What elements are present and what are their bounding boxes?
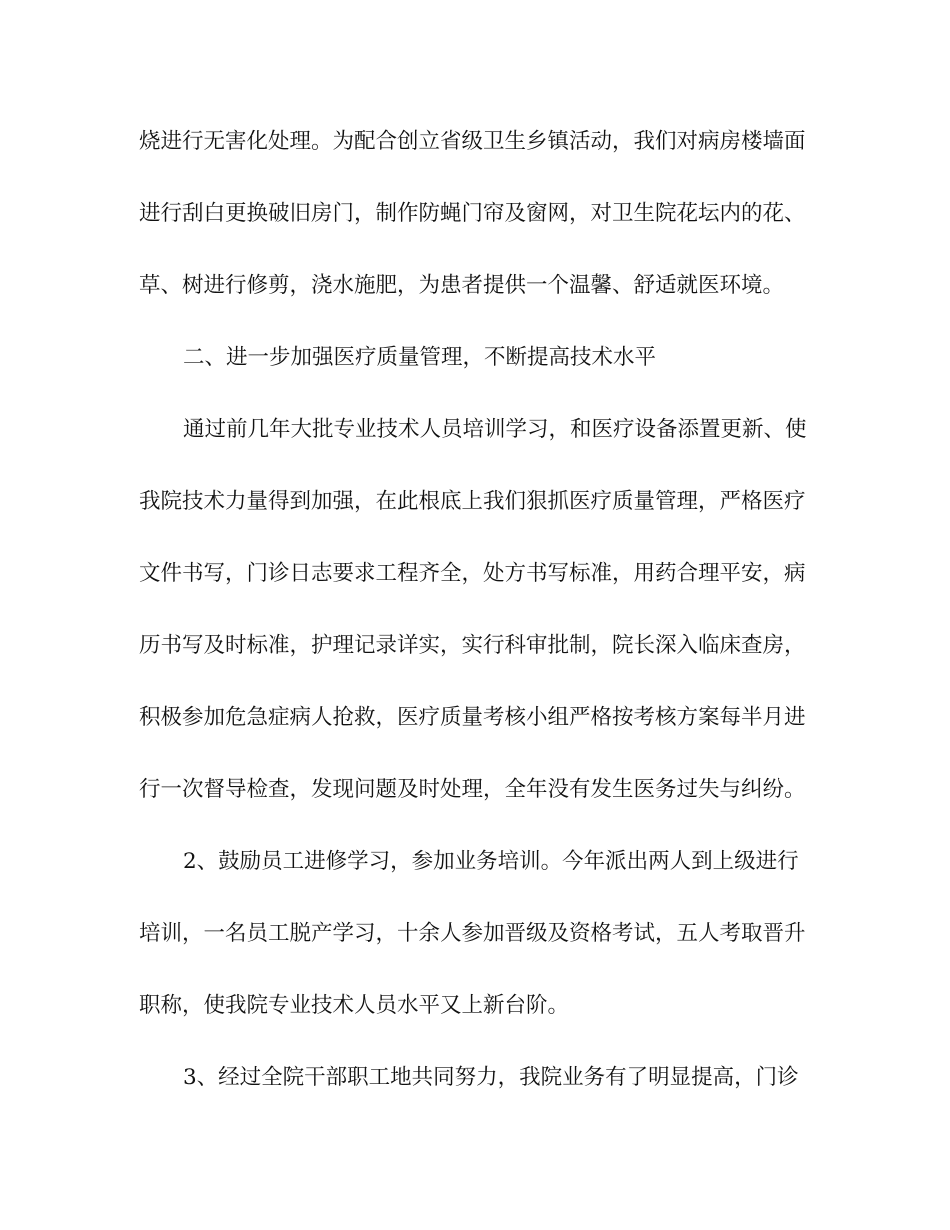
body-text-line: 历书写及时标准，护理记录详实，实行科审批制，院长深入临床查房， [139,633,806,658]
body-text-line: 通过前几年大批专业技术人员培训学习，和医疗设备添置更新、使 [183,417,807,442]
body-text-line: 文件书写，门诊日志要求工程齐全，处方书写标准，用药合理平安，病 [139,561,806,586]
body-text-line: 草、树进行修剪，浇水施肥，为患者提供一个温馨、舒适就医环境。 [139,273,785,298]
body-text-line: 进行刮白更换破旧房门，制作防蝇门帘及窗网，对卫生院花坛内的花、 [139,201,806,226]
body-text-line: 培训，一名员工脱产学习，十余人参加晋级及资格考试，五人考取晋升 [139,921,806,946]
body-text-line: 积极参加危急症病人抢救，医疗质量考核小组严格按考核方案每半月进 [139,705,806,730]
body-text-line: 职称，使我院专业技术人员水平又上新台阶。 [139,993,570,1018]
body-text-line: 行一次督导检查，发现问题及时处理，全年没有发生医务过失与纠纷。 [139,777,806,802]
body-text-line: 我院技术力量得到加强，在此根底上我们狠抓医疗质量管理，严格医疗 [139,489,806,514]
body-text-line: 3、经过全院干部职工地共同努力，我院业务有了明显提高，门诊 [183,1065,799,1090]
body-text-line: 烧进行无害化处理。为配合创立省级卫生乡镇活动，我们对病房楼墙面 [139,129,806,154]
body-text-line: 2、鼓励员工进修学习，参加业务培训。今年派出两人到上级进行 [183,849,799,874]
section-heading: 二、进一步加强医疗质量管理，不断提高技术水平 [183,345,657,370]
